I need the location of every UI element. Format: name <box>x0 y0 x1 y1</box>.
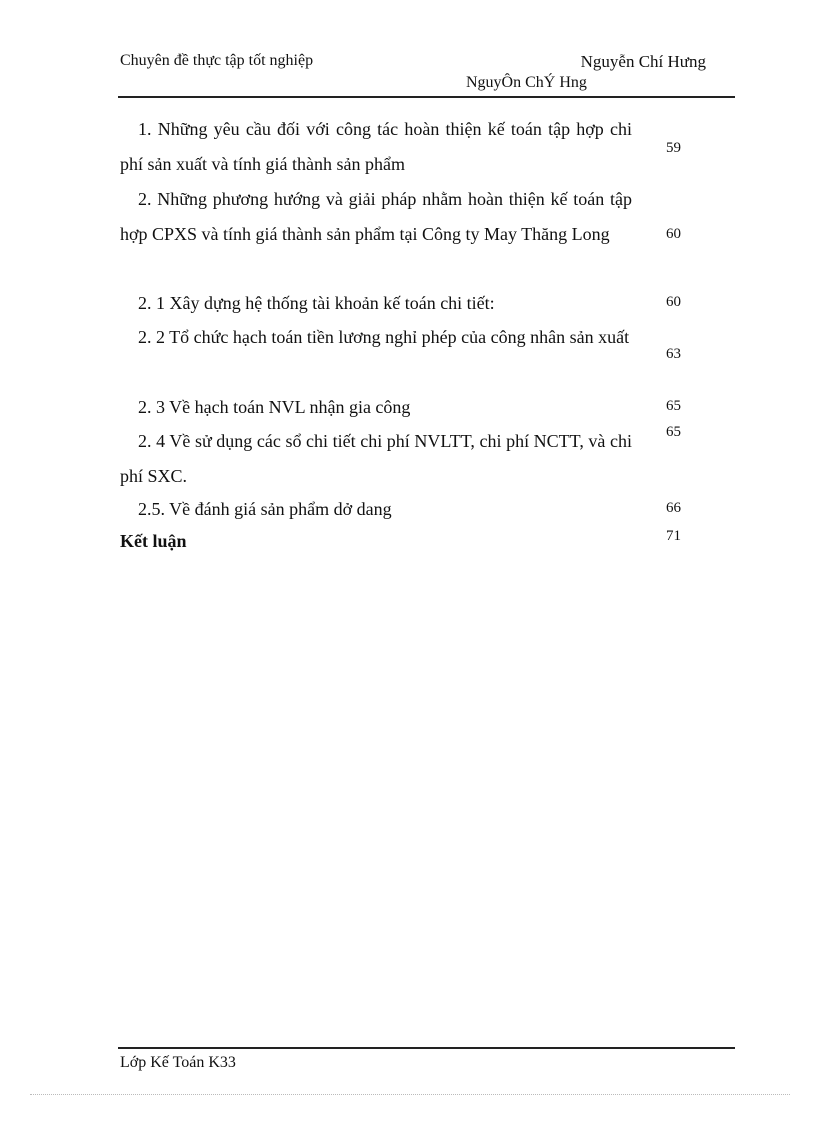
toc-entry[interactable]: Kết luận <box>120 531 187 551</box>
toc-page-number: 63 <box>666 346 681 362</box>
page-edge-dotted-line <box>30 1094 790 1095</box>
toc-page-number: 65 <box>666 398 681 414</box>
toc-page-number: 60 <box>666 226 681 242</box>
toc-page-number: 60 <box>666 294 681 310</box>
toc-entry[interactable]: 2. 1 Xây dựng hệ thống tài khoản kế toán chi tiết: <box>138 293 495 313</box>
toc-page-number: 59 <box>666 140 681 156</box>
toc-page-number: 71 <box>666 528 681 544</box>
toc-entry[interactable]: 2. 2 Tổ chức hạch toán tiền lương nghỉ phép của công nhân sản xuất <box>138 327 630 347</box>
footer-rule <box>118 1047 735 1049</box>
toc-page-number: 66 <box>666 500 681 516</box>
toc-entry[interactable]: 2. 4 Về sử dụng các sổ chi tiết chi phí NVLTT, chi phí NCTT, và chi phí SXC. <box>120 431 632 486</box>
page-footer: Lớp Kế Toán K33 <box>120 1054 236 1071</box>
toc-entry[interactable]: 2.5. Về đánh giá sản phẩm dở dang <box>138 499 392 519</box>
page-header-author: Nguyễn Chí Hưng <box>580 52 706 71</box>
toc-page-number: 65 <box>666 424 681 440</box>
header-rule <box>118 96 735 98</box>
page-header-left: Chuyên đề thực tập tốt nghiệp <box>120 52 314 69</box>
page-header-garbled-author: NguyÔn ChÝ Hng <box>466 74 587 91</box>
toc-entry[interactable]: 1. Những yêu cầu đối với công tác hoàn thiện kế toán tập hợp chi phí sản xuất và tính giá thành sản phẩm <box>120 119 632 174</box>
toc-entry[interactable]: 2. Những phương hướng và giải pháp nhằm hoàn thiện kế toán tập hợp CPXS và tính giá thành sản phẩm tại Công ty May Thăng Long <box>120 189 632 244</box>
toc-entry[interactable]: 2. 3 Về hạch toán NVL nhận gia công <box>138 397 411 417</box>
